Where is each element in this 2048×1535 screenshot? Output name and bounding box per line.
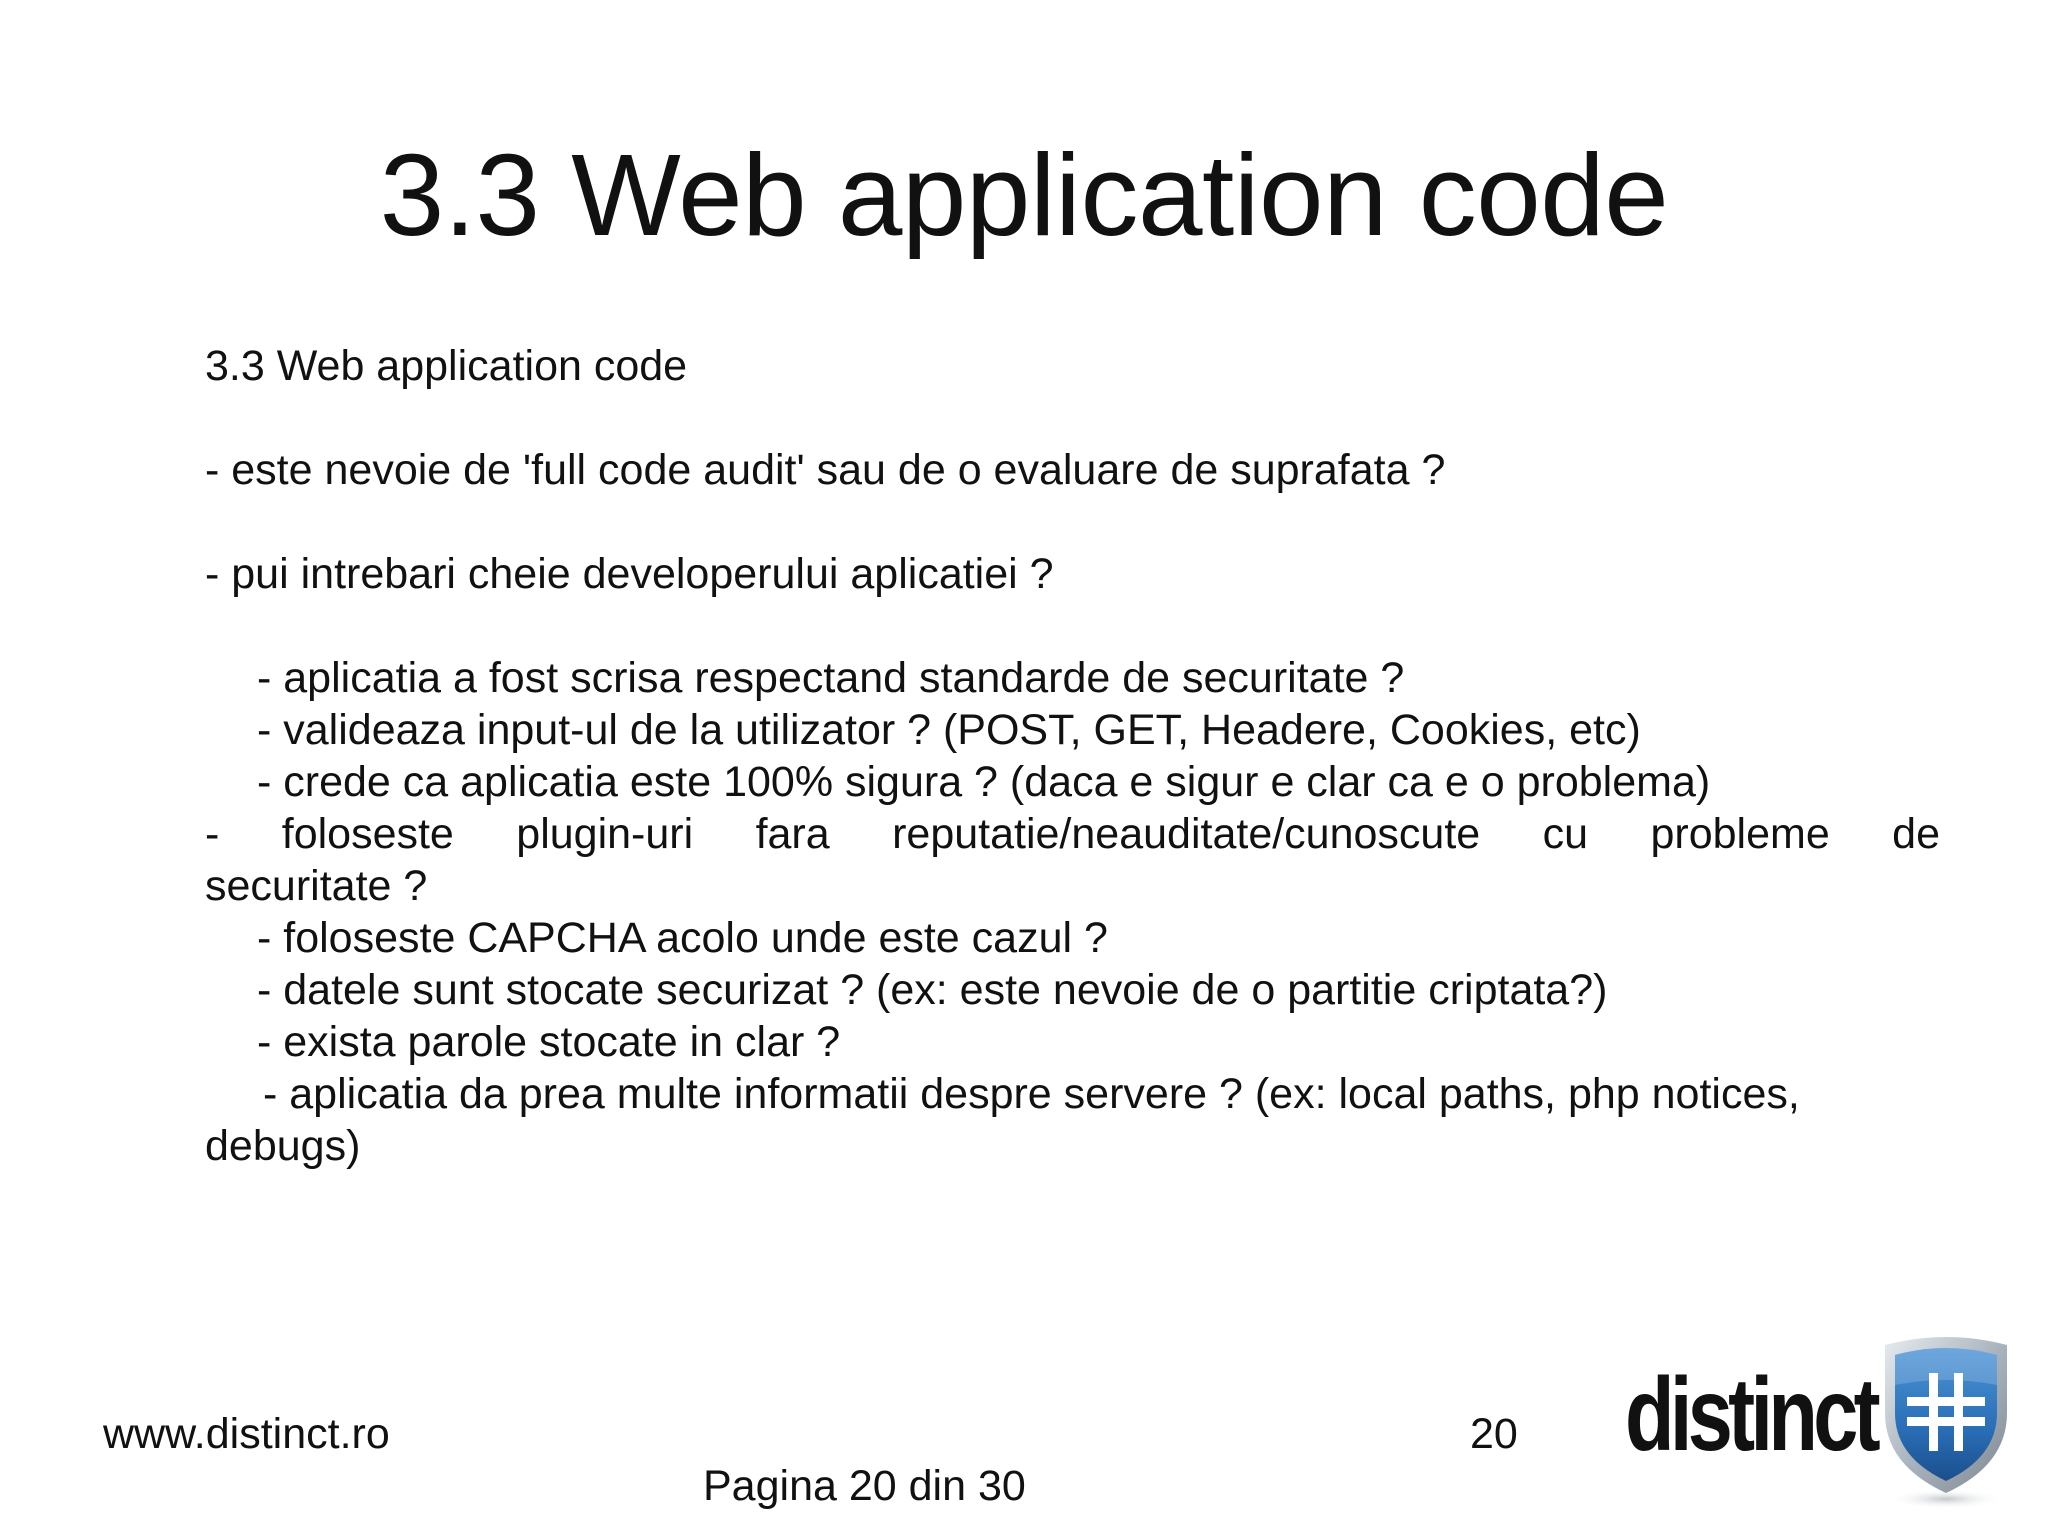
- sub-question-captcha: - foloseste CAPCHA acolo unde este cazul ?: [257, 914, 1108, 962]
- spacer: [205, 496, 1940, 548]
- body-subtitle: 3.3 Web application code: [205, 342, 688, 390]
- sub-question-plugins-line1: - foloseste plugin-uri fara reputatie/neauditate/cunoscute cu probleme de: [205, 810, 1940, 858]
- sub-question-input-validation: - valideaza input-ul de la utilizator ? (POST, GET, Headere, Cookies, etc): [257, 706, 1641, 754]
- footer-page-indicator: Pagina 20 din 30: [703, 1462, 1026, 1510]
- footer-website: www.distinct.ro: [103, 1410, 390, 1458]
- spacer: [205, 392, 1940, 444]
- footer-slide-number: 20: [1470, 1410, 1518, 1458]
- sub-question-plaintext-passwords: - exista parole stocate in clar ?: [257, 1018, 841, 1066]
- question-full-code-audit: - este nevoie de 'full code audit' sau de o evaluare de suprafata ?: [205, 446, 1446, 494]
- distinct-logo: [1625, 1335, 2015, 1510]
- sub-question-secure-storage: - datele sunt stocate securizat ? (ex: este nevoie de o partitie criptata?): [257, 966, 1608, 1014]
- sub-question-security-standards: - aplicatia a fost scrisa respectand standarde de securitate ?: [257, 654, 1405, 702]
- sub-question-server-info-line1: - aplicatia da prea multe informatii despre servere ? (ex: local paths, php notices,: [263, 1070, 1800, 1118]
- slide-title: 3.3 Web application code: [379, 130, 1669, 260]
- question-key-questions: - pui intrebari cheie developerului aplicatiei ?: [205, 550, 1054, 598]
- slide-body: [205, 340, 1940, 1172]
- logo-wordmark: distinct: [1625, 1357, 1877, 1473]
- shield-icon: [1877, 1335, 2015, 1510]
- sub-question-100-percent-secure: - crede ca aplicatia este 100% sigura ? (daca e sigur e clar ca e o problema): [257, 758, 1711, 806]
- sub-question-plugins-line2: securitate ?: [205, 862, 428, 910]
- sub-question-server-info-line2: debugs): [205, 1122, 361, 1170]
- spacer: [205, 600, 1940, 652]
